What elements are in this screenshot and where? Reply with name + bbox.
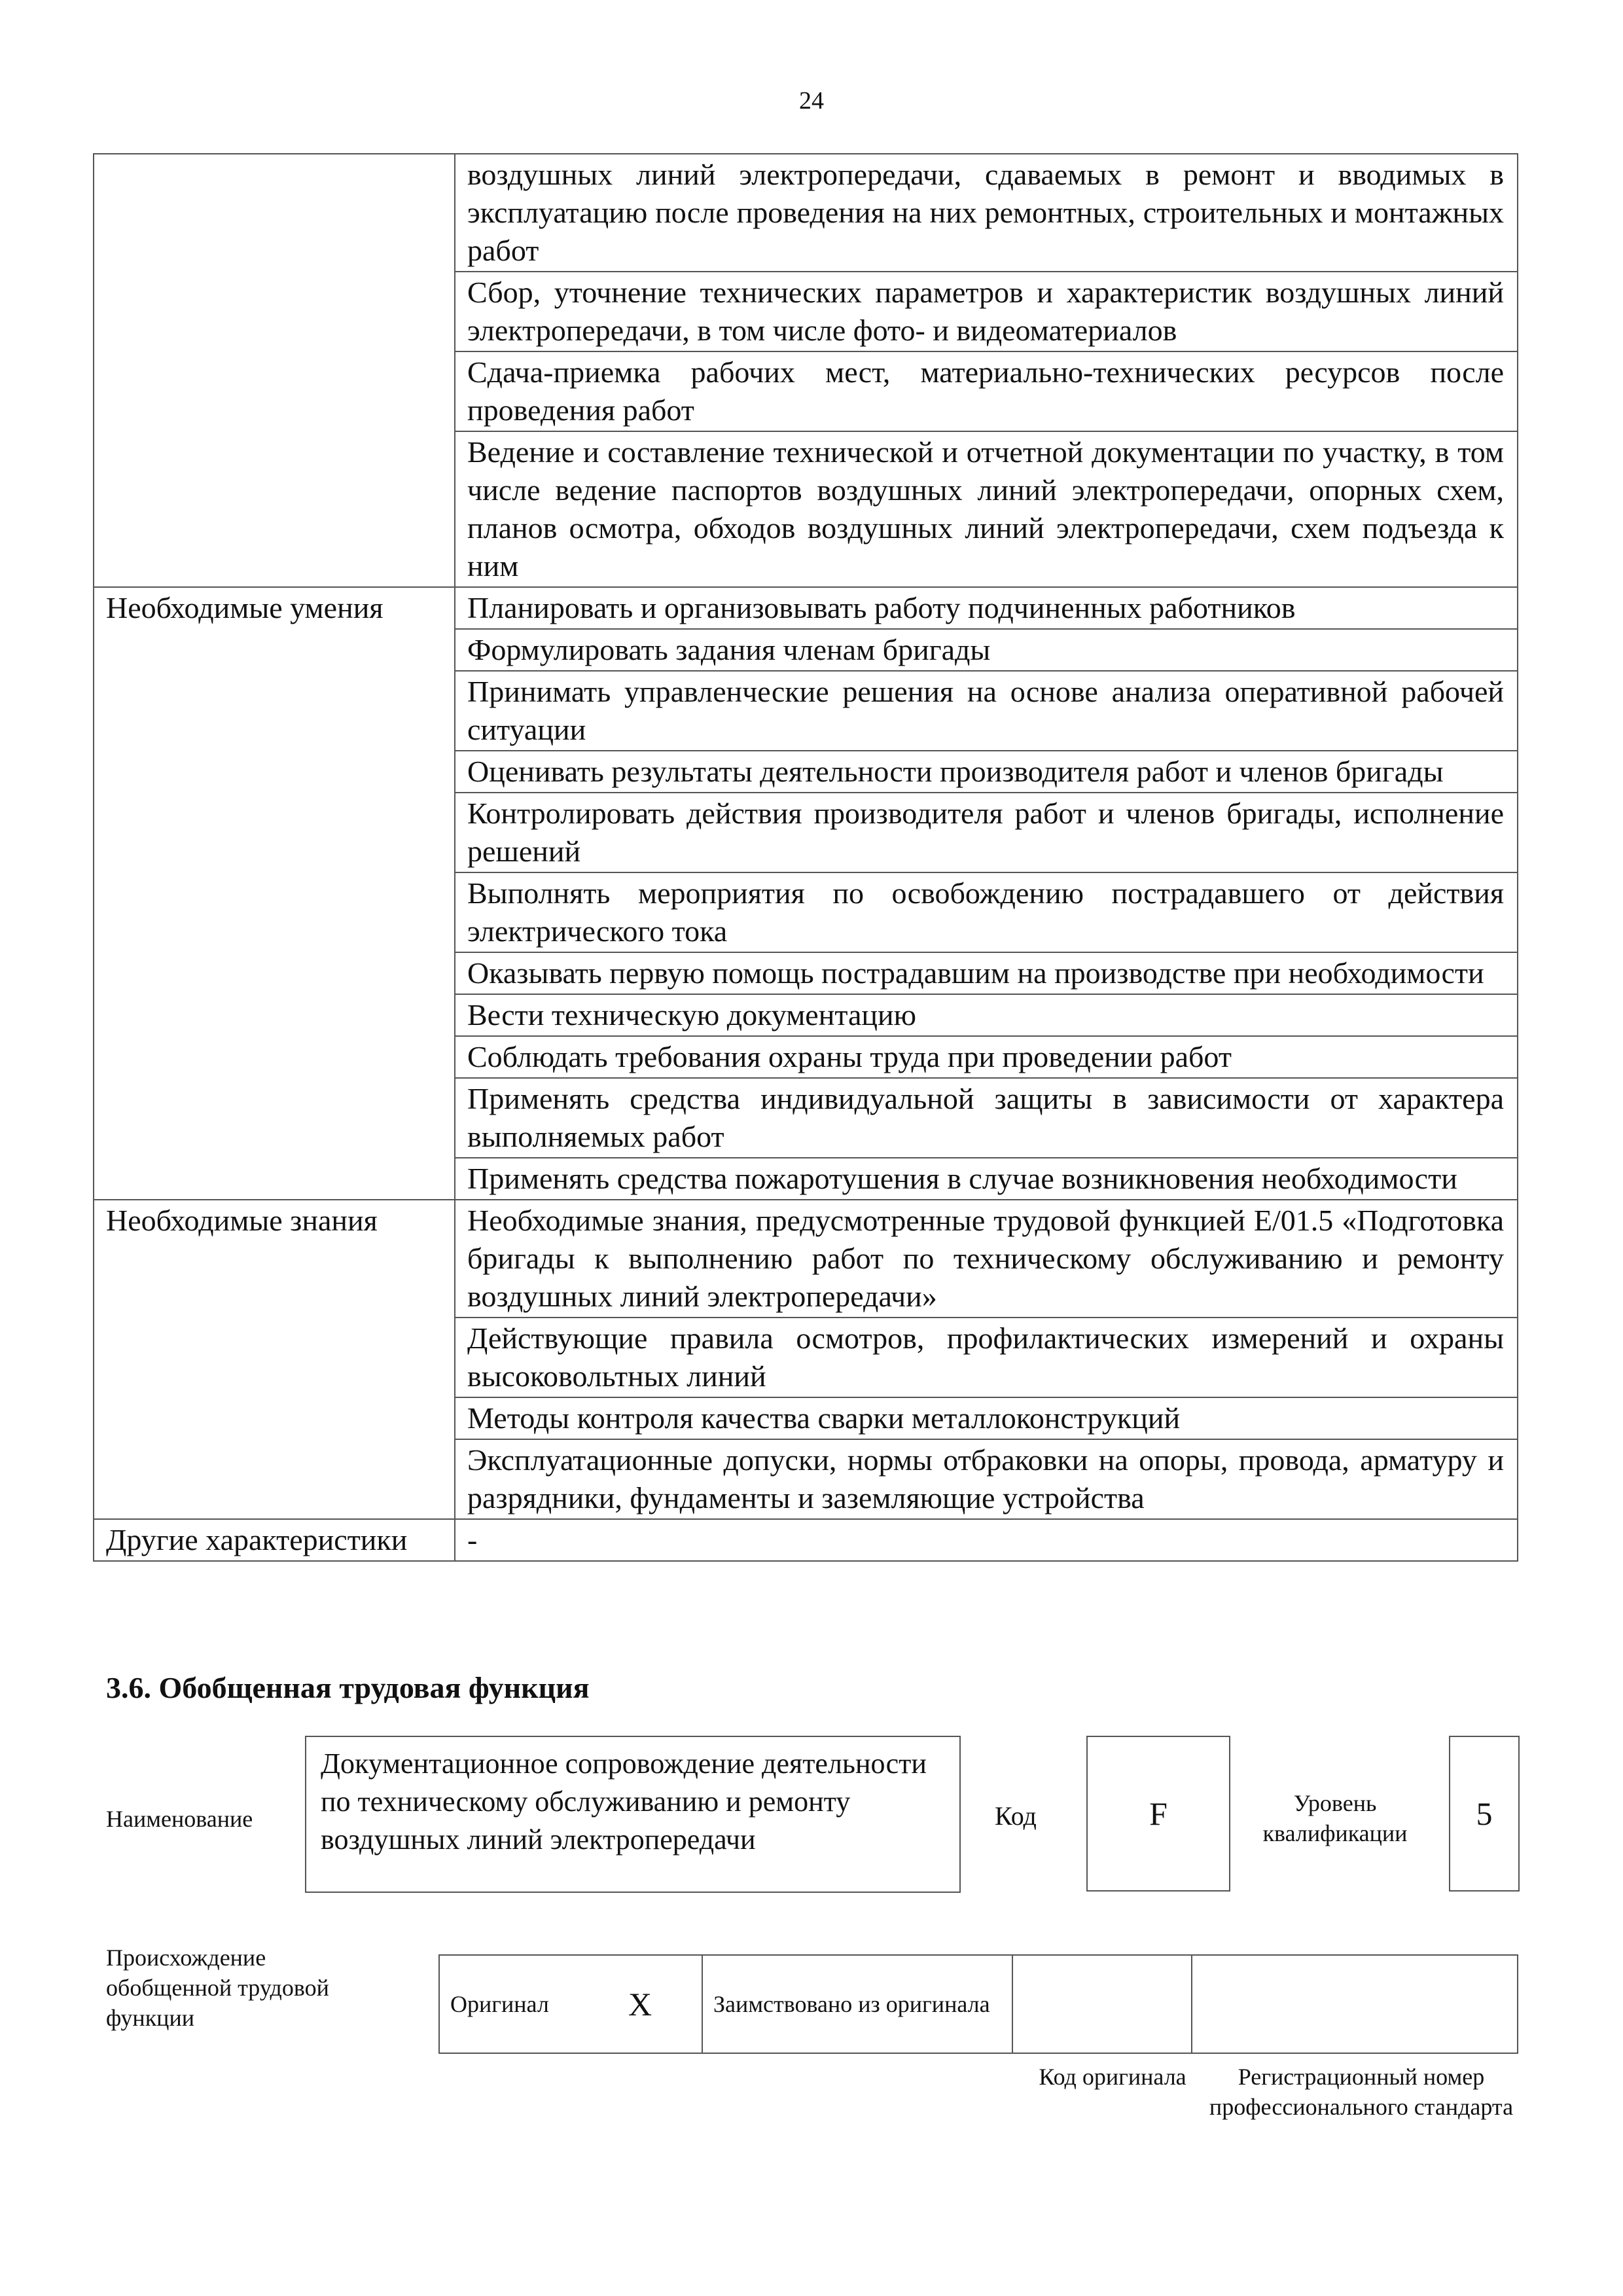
table-cell: Ведение и составление технической и отчетной документации по участку, в том числе ведение паспортов воздушных линий электропередачи, опорных схем, планов осмотра, обходов воздушных линий электропередачи, схем подъезда к ним [455, 431, 1518, 587]
level-label: Уровень квалификации [1262, 1790, 1408, 1846]
table-cell: Оценивать результаты деятельности производителя работ и членов бригады [455, 751, 1518, 793]
row-label-skills: Необходимые умения [94, 587, 455, 1200]
table-cell: Вести техническую документацию [455, 994, 1518, 1036]
page-number: 24 [799, 87, 824, 115]
row-label-knowledge: Необходимые знания [94, 1200, 455, 1519]
origin-table [438, 1954, 1518, 2054]
table-cell: Контролировать действия производителя работ и членов бригады, исполнение решений [455, 793, 1518, 872]
table-cell: Применять средства индивидуальной защиты в зависимости от характера выполняемых работ [455, 1078, 1518, 1158]
table-cell: Оказывать первую помощь пострадавшим на производстве при необходимости [455, 952, 1518, 994]
original-label: Оригинал [439, 1955, 618, 2053]
table-row [94, 1519, 1518, 1561]
table-row [94, 587, 1518, 629]
origin-row [439, 1955, 1518, 2053]
table-cell: Формулировать задания членам бригады [455, 629, 1518, 671]
table-cell: Планировать и организовывать работу подчиненных работников [455, 587, 1518, 629]
table-cell: Сбор, уточнение технических параметров и характеристик воздушных линий электропередачи, в том числе фото- и видеоматериалов [455, 272, 1518, 351]
table-row [94, 1200, 1518, 1318]
table-cell: Сдача-приемка рабочих мест, материально-технических ресурсов после проведения работ [455, 351, 1518, 431]
row-label [94, 154, 455, 587]
section-title: 3.6. Обобщенная трудовая функция [106, 1671, 590, 1704]
row-label-other: Другие характеристики [94, 1519, 455, 1561]
code-origin-caption: Код оригинала [1039, 2064, 1186, 2090]
code-box [1086, 1736, 1230, 1892]
table-cell: Действующие правила осмотров, профилактических измерений и охраны высоковольтных линий [455, 1318, 1518, 1397]
table-cell: Методы контроля качества сварки металлоконструкций [455, 1397, 1518, 1439]
code-value: F [1149, 1795, 1168, 1832]
table-cell: Применять средства пожаротушения в случае возникновения необходимости [455, 1158, 1518, 1200]
table-cell: Принимать управленческие решения на основе анализа оперативной рабочей ситуации [455, 671, 1518, 751]
code-origin-cell [1012, 1955, 1192, 2053]
level-value: 5 [1476, 1795, 1493, 1832]
skills-table [93, 153, 1518, 1562]
table-cell: воздушных линий электропередачи, сдаваемых в ремонт и вводимых в эксплуатацию после проведения на них ремонтных, строительных и монтажных работ [455, 154, 1518, 272]
borrowed-label: Заимствовано из оригинала [702, 1955, 1012, 2053]
reg-number-caption: Регистрационный номер профессионального стандарта [1209, 2064, 1514, 2120]
origin-label: Происхождение обобщенной трудовой функции [106, 1945, 329, 2031]
code-label: Код [995, 1801, 1037, 1831]
table-cell: Выполнять мероприятия по освобождению пострадавшего от действия электрического тока [455, 872, 1518, 952]
level-box [1449, 1736, 1520, 1892]
table-cell: - [455, 1519, 1518, 1561]
name-box [305, 1736, 961, 1893]
table-cell: Соблюдать требования охраны труда при проведении работ [455, 1036, 1518, 1078]
table-cell: Эксплуатационные допуски, нормы отбраковки на опоры, провода, арматуру и разрядники, фундаменты и заземляющие устройства [455, 1439, 1518, 1519]
table-cell: Необходимые знания, предусмотренные трудовой функцией E/01.5 «Подготовка бригады к выполнению работ по техническому обслуживанию и ремонту воздушных линий электропередачи» [455, 1200, 1518, 1318]
original-mark: X [618, 1955, 702, 2053]
reg-number-cell [1192, 1955, 1518, 2053]
name-value: Документационное сопровождение деятельности по техническому обслуживанию и ремонту воздушных линий электропередачи [321, 1748, 927, 1856]
table-row [94, 154, 1518, 272]
name-label: Наименование [106, 1806, 253, 1832]
